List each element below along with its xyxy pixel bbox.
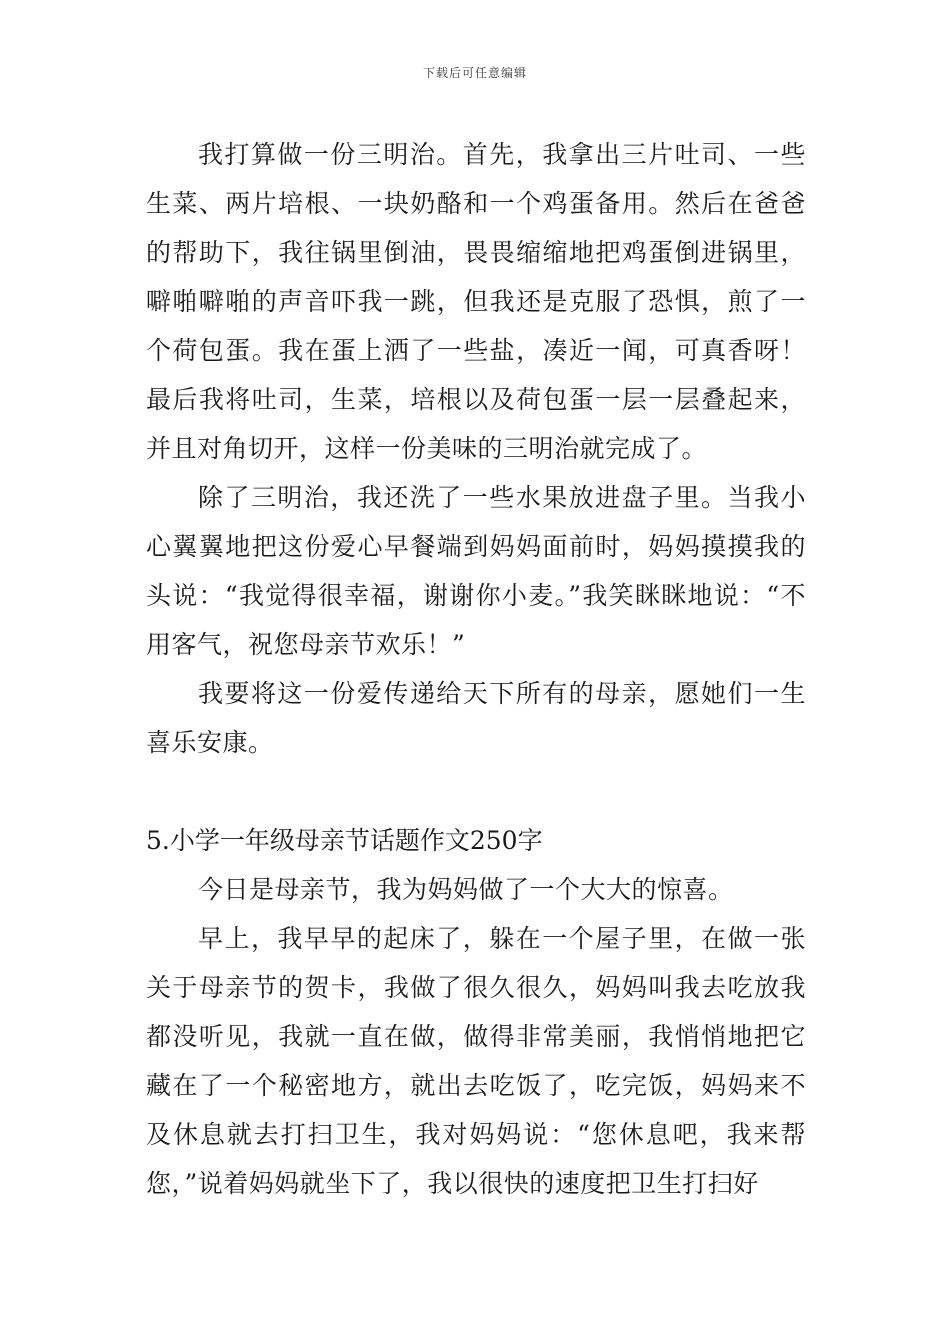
section-heading: 5.小学一年级母亲节话题作文250字 [146,826,543,855]
paragraph-morning: 早上，我早早的起床了，躲在一个屋子里，在做一张关于母亲节的贺卡，我做了很久很久，妈妈叫我去吃放我都没听见，我就一直在做，做得非常美丽，我悄悄地把它藏在了一个秘密地方，就出去吃饭了，吃完饭，妈妈来不及休息就去打扫卫生，我对妈妈说：“您休息吧，我来帮您，”说着妈妈就坐下了，我以很快的速度把卫生打扫好 [146,924,806,1198]
paragraph-surprise: 今日是母亲节，我为妈妈做了一个大大的惊喜。 [198,875,734,904]
paragraph-wish: 我要将这一份爱传递给天下所有的母亲，愿她们一生喜乐安康。 [146,679,806,757]
page-header: 下载后可任意编辑 [422,66,527,80]
document-body [146,130,806,1208]
section-spacer [146,767,806,816]
paragraph-breakfast: 除了三明治，我还洗了一些水果放进盘子里。当我小心翼翼地把这份爱心早餐端到妈妈面前时，妈妈摸摸我的头说：“我觉得很幸福，谢谢你小麦。”我笑眯眯地说：“不用客气，祝您母亲节欢乐！” [146,483,806,659]
paragraph-sandwich: 我打算做一份三明治。首先，我拿出三片吐司、一些生菜、两片培根、一块奶酪和一个鸡蛋备用。然后在爸爸的帮助下，我往锅里倒油，畏畏缩缩地把鸡蛋倒进锅里，噼啪噼啪的声音吓我一跳，但我还是克服了恐惧，煎了一个荷包蛋。我在蛋上洒了一些盐，凑近一闻，可真香呀！最后我将吐司，生菜，培根以及荷包蛋一层一层叠起来，并且对角切开，这样一份美味的三明治就完成了。 [146,140,806,463]
